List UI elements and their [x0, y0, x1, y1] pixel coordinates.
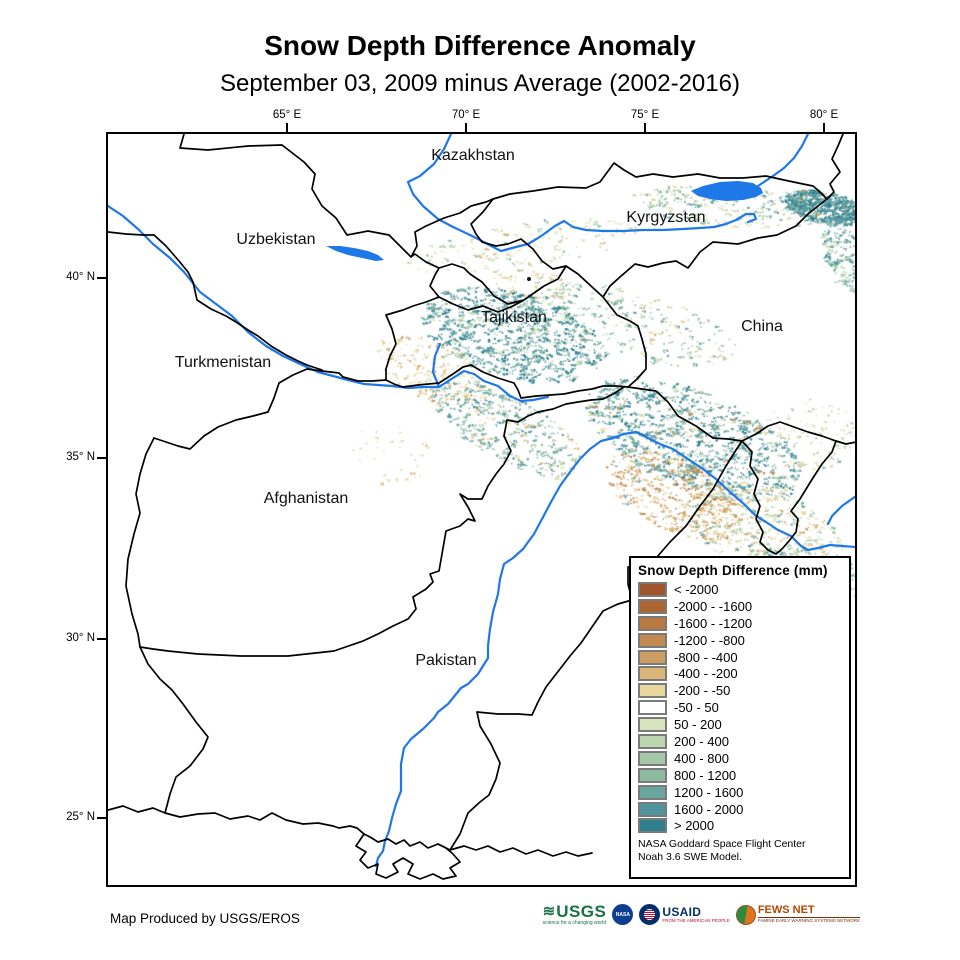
usgs-logo: [543, 903, 607, 926]
page-title: Snow Depth Difference Anomaly: [264, 30, 696, 61]
legend-swatch-10: [638, 751, 667, 766]
legend-source-line2: Noah 3.6 SWE Model.: [638, 851, 742, 864]
country-label-afghanistan: Afghanistan: [263, 490, 349, 507]
river-naryn: [501, 214, 756, 251]
legend: [629, 556, 851, 879]
legend-swatch-6: [638, 683, 667, 698]
legend-label-11: 800 - 1200: [674, 767, 737, 783]
latitude-label-1: 35° N: [66, 451, 95, 463]
legend-swatch-12: [638, 785, 667, 800]
legend-swatch-8: [638, 717, 667, 732]
river-ili-inflow: [758, 134, 808, 186]
legend-swatch-11: [638, 768, 667, 783]
border-tkm-uz: [108, 232, 322, 370]
legend-rows: [638, 581, 843, 834]
agency-logos: [543, 903, 860, 926]
legend-swatch-13: [638, 802, 667, 817]
river-syr-darya: [408, 134, 501, 251]
legend-swatch-5: [638, 666, 667, 681]
lake-issyk-kul: [691, 181, 763, 201]
legend-label-10: 400 - 800: [674, 750, 729, 766]
usaid-seal-icon: [639, 904, 660, 925]
legend-label-0: < -2000: [674, 581, 719, 597]
border-china-west: [603, 134, 843, 441]
legend-row-9: [638, 733, 843, 750]
river-vakhsh: [433, 344, 440, 387]
fewsnet-logo: [736, 905, 860, 925]
country-label-china: China: [741, 318, 783, 335]
legend-label-7: -50 - 50: [674, 700, 719, 716]
border-durand-line: [140, 387, 624, 656]
map-credit: Map Produced by USGS/EROS: [110, 911, 300, 926]
legend-label-4: -800 - -400: [674, 649, 738, 665]
country-label-tajikistan: Tajikistan: [481, 309, 547, 326]
country-label-kyrgyzstan: Kyrgyzstan: [626, 209, 706, 226]
legend-label-9: 200 - 400: [674, 733, 729, 749]
coastline-indus-delta: [356, 834, 460, 879]
border-iran-afghan: [126, 438, 154, 647]
legend-row-13: [638, 801, 843, 818]
usgs-tagline: science for a changing world: [542, 920, 606, 926]
legend-row-1: [638, 598, 843, 615]
latitude-label-2: 30° N: [66, 632, 95, 644]
fewsnet-tagline: FAMINE EARLY WARNING SYSTEMS NETWORK: [757, 918, 860, 924]
legend-label-1: -2000 - -1600: [674, 598, 753, 614]
legend-row-8: [638, 716, 843, 733]
legend-label-2: -1600 - -1200: [674, 615, 753, 631]
legend-swatch-0: [638, 582, 667, 597]
legend-label-6: -200 - -50: [674, 683, 731, 699]
river-tarim: [828, 496, 855, 524]
border-kz-uz: [180, 134, 493, 257]
border-kz-kg: [493, 163, 827, 199]
legend-source: [638, 838, 843, 864]
border-line-of-control: [657, 441, 742, 557]
legend-row-2: [638, 615, 843, 632]
country-label-kazakhstan: Kazakhstan: [431, 147, 515, 164]
page-subtitle: September 03, 2009 minus Average (2002-2016): [220, 70, 740, 97]
latitude-label-3: 25° N: [66, 811, 95, 823]
legend-row-7: [638, 699, 843, 716]
border-fergana-south: [430, 264, 566, 312]
border-rann-kutch: [438, 844, 592, 856]
longitude-label-3: 80° E: [809, 109, 839, 121]
lakes: [326, 181, 763, 261]
legend-row-10: [638, 750, 843, 767]
country-label-turkmenistan: Turkmenistan: [174, 354, 272, 371]
legend-swatch-9: [638, 734, 667, 749]
legend-source-line1: NASA Goddard Space Flight Center: [638, 838, 806, 851]
lake-aydar: [326, 246, 384, 261]
legend-label-12: 1200 - 1600: [674, 784, 744, 800]
legend-row-5: [638, 665, 843, 682]
border-tajikistan: [386, 297, 628, 398]
legend-label-3: -1200 - -800: [674, 632, 745, 648]
legend-row-6: [638, 682, 843, 699]
legend-swatch-4: [638, 650, 667, 665]
latitude-label-0: 40° N: [66, 271, 95, 283]
legend-label-13: 1600 - 2000: [674, 801, 744, 817]
country-label-pakistan: Pakistan: [415, 652, 477, 669]
legend-swatch-14: [638, 818, 667, 833]
legend-swatch-3: [638, 633, 667, 648]
usgs-wordmark: USGS: [556, 902, 607, 921]
country-label-uzbekistan: Uzbekistan: [236, 231, 316, 248]
legend-swatch-7: [638, 700, 667, 715]
border-india-pakistan: [450, 557, 657, 850]
legend-swatch-2: [638, 616, 667, 631]
legend-title: Snow Depth Difference (mm): [638, 563, 828, 578]
legend-row-0: [638, 581, 843, 598]
usgs-wave-icon: ≋: [542, 903, 556, 920]
usaid-tagline: FROM THE AMERICAN PEOPLE: [662, 917, 730, 923]
usaid-wordmark: USAID: [662, 904, 702, 919]
legend-label-8: 50 - 200: [674, 717, 722, 733]
border-tarim-exit: [836, 441, 855, 444]
legend-row-4: [638, 649, 843, 666]
small-lake-dot: [527, 277, 531, 281]
coastline-makran: [108, 806, 364, 834]
border-uz-tj-link: [411, 254, 439, 268]
longitude-label-1: 70° E: [451, 109, 481, 121]
legend-label-14: > 2000: [674, 818, 715, 834]
nasa-logo-icon: [612, 904, 633, 925]
longitude-label-0: 65° E: [272, 109, 302, 121]
nasa-wordmark: NASA: [615, 911, 630, 918]
legend-label-5: -400 - -200: [674, 666, 738, 682]
legend-row-3: [638, 632, 843, 649]
usaid-logo: [639, 904, 729, 925]
legend-swatch-1: [638, 599, 667, 614]
border-fergana-north: [471, 199, 603, 297]
legend-row-11: [638, 767, 843, 784]
fewsnet-globe-icon: [736, 905, 756, 925]
border-iran-pakistan: [140, 647, 208, 813]
legend-row-14: [638, 817, 843, 834]
fewsnet-wordmark: FEWS NET: [758, 905, 860, 918]
legend-row-12: [638, 784, 843, 801]
longitude-label-2: 75° E: [630, 109, 660, 121]
